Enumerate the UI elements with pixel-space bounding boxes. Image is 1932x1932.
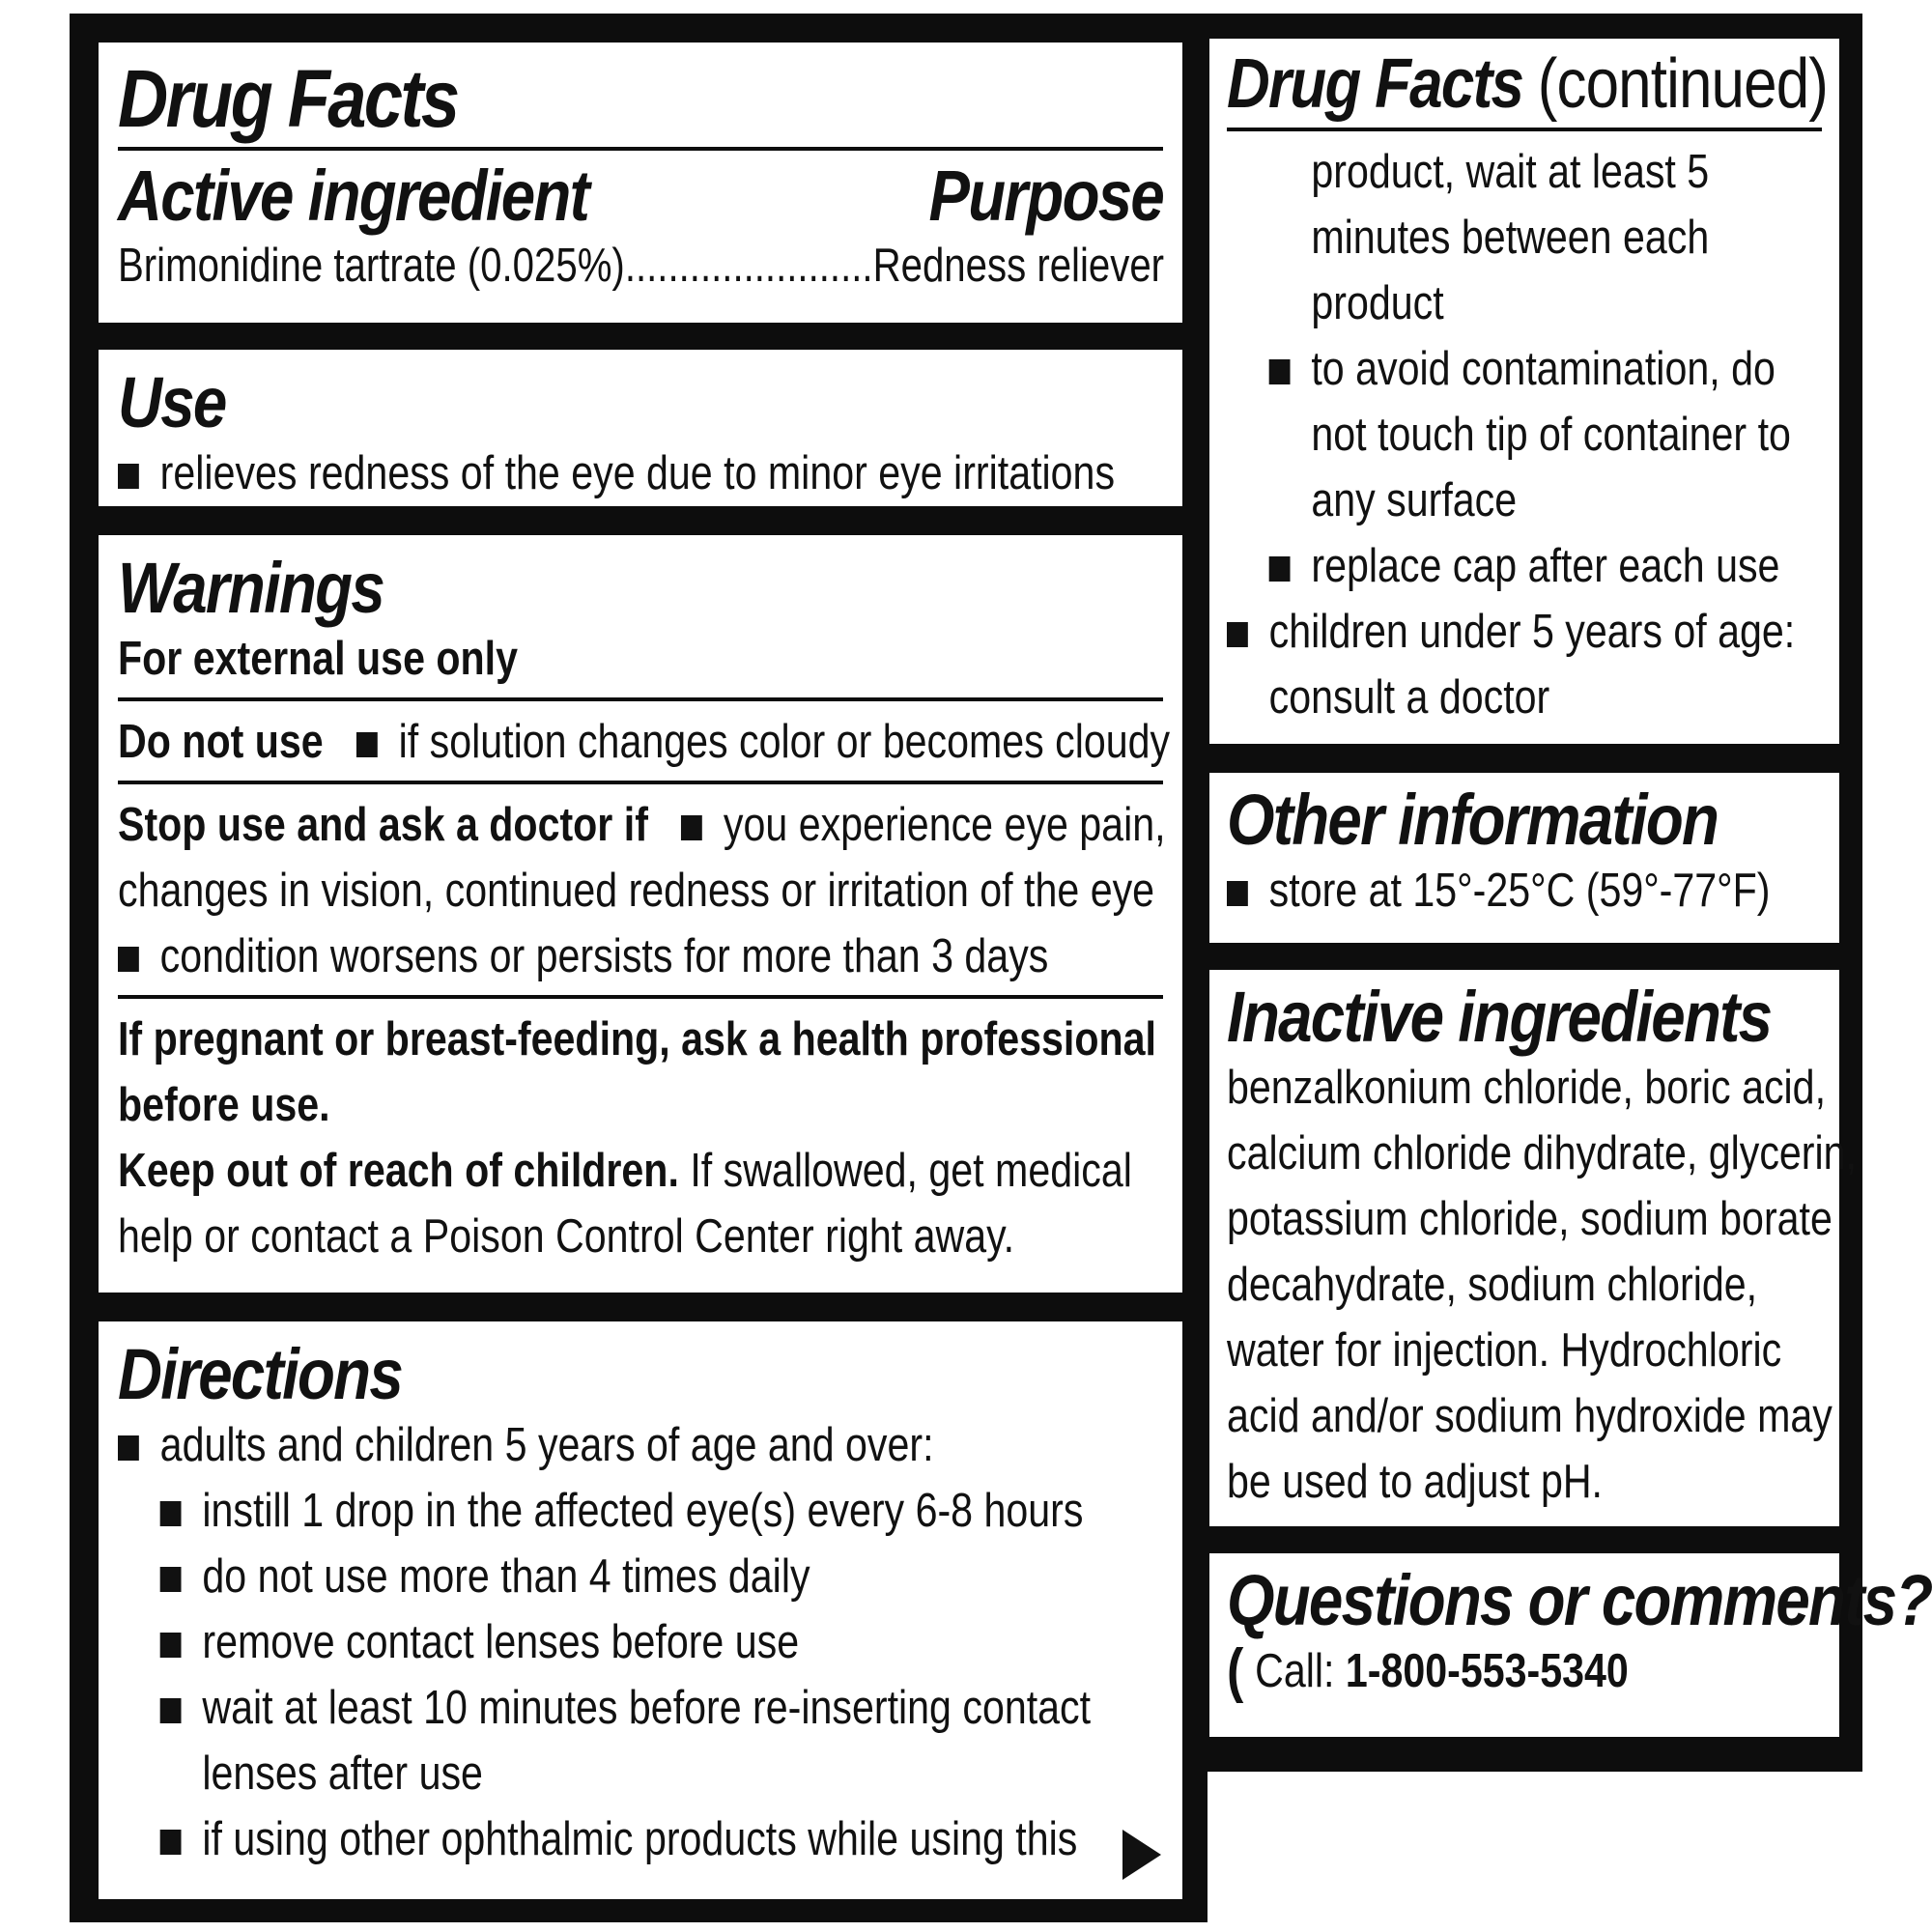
continued-line: product <box>1311 276 1444 329</box>
phone-icon: ( <box>1227 1636 1244 1704</box>
leader-dots: ....................... <box>624 240 873 293</box>
inactive-line: water for injection. Hydrochloric <box>1227 1323 1782 1377</box>
questions-heading: Questions or comments? <box>1227 1560 1932 1640</box>
keep-out-line-1 <box>118 1138 1132 1204</box>
continued-item-text: replace cap after each use <box>1311 539 1780 592</box>
continued-item <box>1227 533 1780 599</box>
inactive-ingredients-heading: Inactive ingredients <box>1227 977 1772 1057</box>
directions-panel <box>99 1321 1182 1899</box>
keep-out-text-1: If swallowed, get medical <box>678 1144 1132 1197</box>
divider <box>118 781 1163 784</box>
pregnant-line-1: If pregnant or breast-feeding, ask a health professional <box>118 1012 1156 1065</box>
bullet-square-icon <box>1227 881 1248 906</box>
inactive-ingredients-panel <box>1209 970 1857 1526</box>
call-label: Call: <box>1255 1644 1346 1697</box>
stop-use-line-1 <box>118 792 1166 858</box>
continued-title <box>1227 45 1829 123</box>
use-item <box>118 440 1116 506</box>
continued-line: product, wait at least 5 <box>1311 145 1710 198</box>
stop-use-text-3: condition worsens or persists for more than 3 days <box>159 929 1049 982</box>
inactive-line: be used to adjust pH. <box>1227 1455 1603 1508</box>
bullet-square-icon <box>160 1698 182 1723</box>
inactive-line: benzalkonium chloride, boric acid, <box>1227 1061 1827 1114</box>
keep-out-label: Keep out of reach of children. <box>118 1144 679 1197</box>
other-information-heading: Other information <box>1227 780 1719 860</box>
use-heading: Use <box>118 362 226 442</box>
directions-item <box>118 1806 1078 1872</box>
directions-item <box>118 1478 1084 1544</box>
bullet-square-icon <box>160 1501 182 1526</box>
bullet-square-icon <box>1269 359 1291 384</box>
do-not-use-text: if solution changes color or becomes cloudy <box>398 715 1171 768</box>
children-item <box>1227 599 1796 665</box>
directions-item <box>118 1609 996 1675</box>
continued-item-line: not touch tip of container to <box>1311 408 1791 461</box>
questions-panel <box>1209 1553 1932 1737</box>
children-text: children under 5 years of age: <box>1268 605 1796 658</box>
continued-panel <box>1209 39 1839 744</box>
active-ingredient-heading: Active ingredient <box>118 155 589 236</box>
directions-item <box>118 1544 996 1609</box>
warnings-panel <box>99 535 1182 1293</box>
directions-item-continued: lenses after use <box>202 1747 483 1800</box>
ingredient-name: Brimonidine tartrate (0.025%) <box>118 240 625 293</box>
inactive-line: calcium chloride dihydrate, glycerin, <box>1227 1126 1857 1179</box>
storage-item <box>1227 858 1771 923</box>
bullet-square-icon <box>118 1435 139 1461</box>
stop-use-label: Stop use and ask a doctor if <box>118 798 648 851</box>
bullet-square-icon <box>118 464 139 489</box>
directions-item-text: wait at least 10 minutes before re-inserting contact <box>202 1681 1092 1734</box>
ingredient-purpose: Redness reliever <box>872 240 1165 293</box>
active-heading-row <box>118 155 1163 236</box>
directions-item-text: instill 1 drop in the affected eye(s) every 6-8 hours <box>202 1484 1084 1537</box>
directions-heading: Directions <box>118 1334 403 1414</box>
directions-item-text: if using other ophthalmic products while using this <box>202 1812 1078 1865</box>
keep-out-line-2: help or contact a Poison Control Center right away. <box>118 1209 1015 1263</box>
use-panel <box>99 350 1182 506</box>
directions-item-text: remove contact lenses before use <box>202 1615 800 1668</box>
purpose-heading: Purpose <box>928 155 1163 236</box>
directions-item-text: do not use more than 4 times daily <box>202 1549 810 1603</box>
stop-use-line-2: changes in vision, continued redness or irritation of the eye <box>118 864 1155 917</box>
divider <box>1227 128 1822 131</box>
continued-line: minutes between each <box>1311 211 1710 264</box>
external-use-text: For external use only <box>118 632 519 685</box>
stop-use-line-3 <box>118 923 1049 989</box>
continue-arrow-icon <box>1122 1830 1161 1880</box>
continued-item-line: any surface <box>1311 473 1518 526</box>
drug-facts-title: Drug Facts <box>118 53 458 144</box>
bullet-square-icon <box>1227 622 1248 647</box>
other-information-panel <box>1209 773 1839 943</box>
storage-text: store at 15°-25°C (59°-77°F) <box>1268 864 1771 917</box>
divider <box>118 147 1163 151</box>
divider <box>118 697 1163 701</box>
bullet-square-icon <box>160 1633 182 1658</box>
bullet-square-icon <box>681 815 702 840</box>
directions-intro-text: adults and children 5 years of age and over: <box>159 1418 934 1471</box>
active-ingredient-panel <box>99 43 1182 323</box>
inactive-line: potassium chloride, sodium borate <box>1227 1192 1833 1245</box>
continued-item <box>1227 336 1776 402</box>
do-not-use-line <box>118 709 1171 775</box>
children-item-line: consult a doctor <box>1268 670 1550 724</box>
active-ingredient-line <box>118 233 1165 298</box>
drug-facts-title-continued: Drug Facts <box>1227 45 1523 123</box>
bullet-square-icon <box>160 1567 182 1592</box>
bullet-square-icon <box>160 1830 182 1855</box>
bullet-square-icon <box>118 947 139 972</box>
bullet-square-icon <box>356 732 378 757</box>
phone-number[interactable]: 1-800-553-5340 <box>1345 1644 1629 1697</box>
divider <box>118 995 1163 999</box>
continued-suffix: (continued) <box>1537 45 1829 123</box>
do-not-use-label: Do not use <box>118 715 324 768</box>
pregnant-line-2: before use. <box>118 1078 330 1131</box>
continued-item-text: to avoid contamination, do <box>1311 342 1776 395</box>
directions-intro <box>118 1412 996 1478</box>
directions-item <box>118 1675 1092 1741</box>
inactive-line: acid and/or sodium hydroxide may <box>1227 1389 1833 1442</box>
bullet-square-icon <box>1269 556 1291 582</box>
stop-use-text-1: you experience eye pain, <box>723 798 1166 851</box>
inactive-line: decahydrate, sodium chloride, <box>1227 1258 1758 1311</box>
use-text: relieves redness of the eye due to minor eye irritations <box>159 446 1116 499</box>
call-line <box>1227 1638 1726 1704</box>
warnings-heading: Warnings <box>118 548 384 628</box>
